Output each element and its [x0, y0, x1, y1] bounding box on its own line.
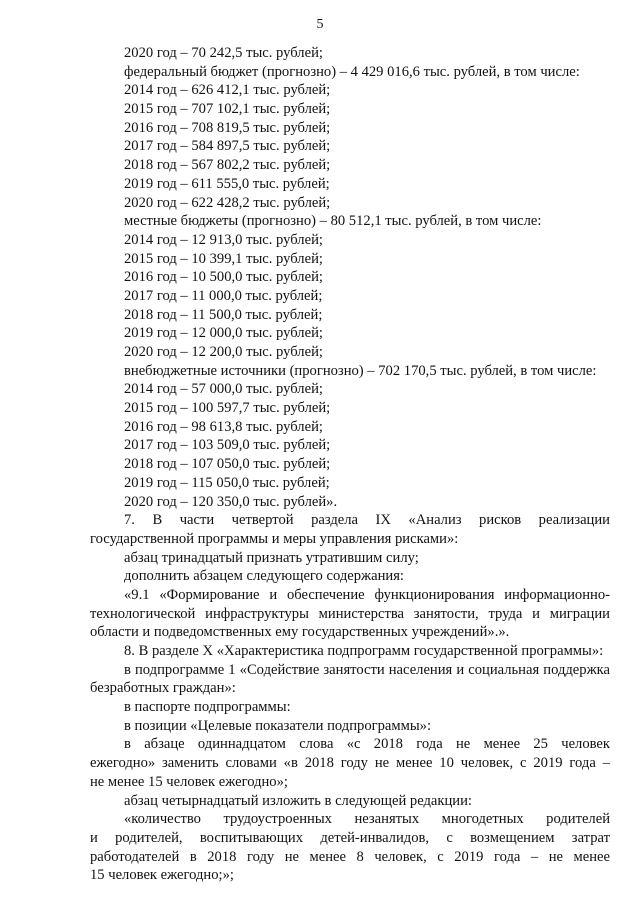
text-line: 2020 год – 622 428,2 тыс. рублей;	[124, 194, 331, 211]
text-line: и родителей, воспитывающих детей-инвалидов, с возмещением затрат	[90, 829, 610, 846]
text-line: 2017 год – 584 897,5 тыс. рублей;	[124, 138, 331, 155]
text-line: в подпрограмме 1 «Содействие занятости населения и социальная поддержка	[124, 661, 610, 678]
text-line: «9.1 «Формирование и обеспечение функционирования информационно-	[124, 586, 610, 603]
text-line: 15 человек ежегодно;»;	[90, 867, 234, 884]
text-line: 2020 год – 12 200,0 тыс. рублей;	[124, 344, 323, 360]
text-line: 2018 год – 567 802,2 тыс. рублей;	[124, 157, 331, 174]
text-line: работодателей в 2018 году не менее 8 человек, с 2019 года – не менее	[90, 848, 610, 865]
text-line: технологической инфраструктуры министерства занятости, труда и миграции	[90, 605, 610, 622]
text-line: 2015 год – 100 597,7 тыс. рублей;	[124, 400, 331, 417]
text-line: 2014 год – 57 000,0 тыс. рублей;	[124, 381, 323, 398]
text-line: 2019 год – 115 050,0 тыс. рублей;	[124, 474, 330, 491]
text-line: 2019 год – 611 555,0 тыс. рублей;	[124, 175, 330, 192]
text-line: 2020 год – 70 242,5 тыс. рублей;	[124, 45, 323, 61]
text-line: государственной программы и меры управления рисками»:	[90, 530, 459, 547]
text-line: 2017 год – 103 509,0 тыс. рублей;	[124, 437, 331, 454]
text-line: «количество трудоустроенных незанятых многодетных родителей	[124, 811, 610, 828]
text-line: 2018 год – 11 500,0 тыс. рублей;	[124, 306, 323, 323]
text-line: в паспорте подпрограммы:	[124, 699, 291, 716]
text-line: области и подведомственных ему государственных учреждений».».	[90, 624, 510, 641]
text-line: местные бюджеты (прогнозно) – 80 512,1 тыс. рублей, в том числе:	[124, 213, 542, 230]
text-line: в абзаце одиннадцатом слова «с 2018 года не менее 25 человек	[124, 736, 610, 753]
text-line: 2015 год – 10 399,1 тыс. рублей;	[124, 250, 323, 267]
text-line: в позиции «Целевые показатели подпрограммы»:	[124, 717, 432, 734]
text-line: 2016 год – 708 819,5 тыс. рублей;	[124, 119, 331, 136]
text-line: абзац тринадцатый признать утратившим силу;	[124, 549, 419, 566]
text-line: абзац четырнадцатый изложить в следующей редакции:	[124, 792, 472, 809]
text-line: ежегодно» заменить словами «в 2018 году не менее 10 человек, с 2019 года –	[90, 755, 610, 772]
text-line: 2015 год – 707 102,1 тыс. рублей;	[124, 101, 331, 118]
text-line: 7. В части четвертой раздела IX «Анализ рисков реализации	[124, 512, 610, 529]
text-line: безработных граждан»:	[90, 680, 236, 697]
document-body	[0, 44, 640, 885]
text-line: 2018 год – 107 050,0 тыс. рублей;	[124, 456, 331, 473]
page-number: 5	[316, 17, 324, 32]
text-line: 2019 год – 12 000,0 тыс. рублей;	[124, 325, 323, 342]
text-line: 2014 год – 626 412,1 тыс. рублей;	[124, 82, 331, 99]
text-line: 2017 год – 11 000,0 тыс. рублей;	[124, 287, 323, 304]
text-line: 2020 год – 120 350,0 тыс. рублей».	[124, 493, 338, 510]
text-line: дополнить абзацем следующего содержания:	[124, 568, 404, 585]
text-line: внебюджетные источники (прогнозно) – 702 170,5 тыс. рублей, в том числе:	[124, 362, 597, 379]
text-line: не менее 15 человек ежегодно»;	[90, 773, 288, 790]
text-line: 8. В разделе X «Характеристика подпрограмм государственной программы»:	[124, 643, 604, 659]
text-line: 2014 год – 12 913,0 тыс. рублей;	[124, 231, 323, 248]
text-line: федеральный бюджет (прогнозно) – 4 429 016,6 тыс. рублей, в том числе:	[124, 63, 580, 80]
text-line: 2016 год – 98 613,8 тыс. рублей;	[124, 418, 323, 435]
text-line: 2016 год – 10 500,0 тыс. рублей;	[124, 269, 323, 286]
